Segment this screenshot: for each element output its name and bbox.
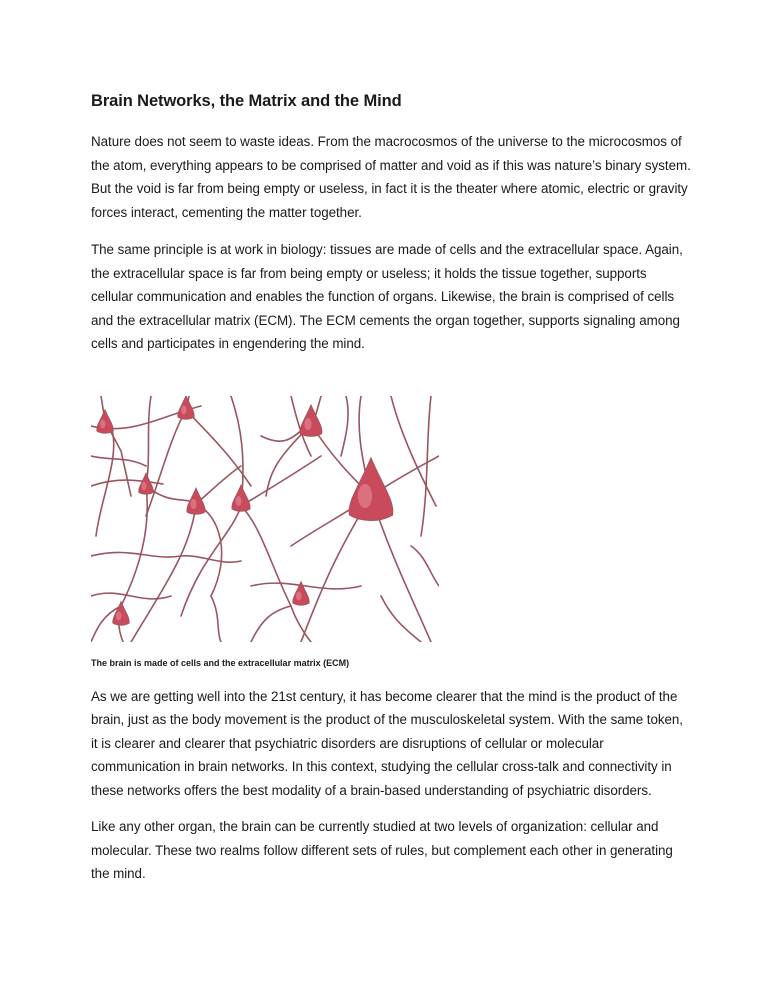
neuron-cell-body bbox=[300, 404, 322, 436]
neuron-cell-highlight bbox=[142, 482, 147, 490]
paragraph-1: Nature does not seem to waste ideas. From the macrocosmos of the universe to the microcosmos of the atom, everything appears to be comprised of matter and void as if this was nature’s binary system. But the void is far from being empty or useless, in fact it is the theater where atomic, electric or gravity forces interact, cementing the matter together. bbox=[91, 134, 691, 220]
neuron-network-figure bbox=[91, 396, 439, 642]
neuron-cell-highlight bbox=[116, 611, 121, 620]
figure-caption: The brain is made of cells and the extracellular matrix (ECM) bbox=[91, 657, 350, 668]
neuron-cell-highlight bbox=[100, 419, 105, 428]
dendrite-branches bbox=[91, 396, 439, 642]
neuron-cell-highlight bbox=[296, 591, 301, 600]
neuron-illustration bbox=[91, 396, 439, 642]
neuron-cell-highlight bbox=[191, 499, 197, 509]
neuron-cell-highlight bbox=[304, 418, 311, 430]
neuron-cell-body bbox=[97, 409, 113, 433]
neuron-cell-body bbox=[349, 457, 393, 520]
document-content bbox=[91, 90, 691, 886]
neuron-cell-highlight bbox=[181, 405, 186, 414]
neuron-cell-body bbox=[232, 485, 250, 511]
paragraph-4: Like any other organ, the brain can be currently studied at two levels of organization: cellular and molecular. These two realms follow different sets of rules, but complement each other in generating the mind. bbox=[91, 819, 673, 881]
paragraph-3: As we are getting well into the 21st century, it has become clearer that the mind is the product of the brain, just as the body movement is the product of the musculoskeletal system. With the same token, it is clearer and clearer that psychiatric disorders are disruptions of cellular or molecular communication in brain networks. In this context, studying the cellular cross-talk and connectivity in these networks offers the best modality of a brain-based understanding of psychiatric disorders. bbox=[91, 688, 683, 798]
neuron-cell-body bbox=[187, 488, 205, 514]
paragraph-2: The same principle is at work in biology: tissues are made of cells and the extracellular space. Again, the extracellular space is far from being empty or useless; it holds the tissue together, supports cellular communication and enables the function of organs. Likewise, the brain is comprised of cells and the extracellular matrix (ECM). The ECM cements the organ together, supports signaling among cells and participates in engendering the mind. bbox=[91, 242, 683, 351]
neuron-cell-body bbox=[139, 473, 154, 494]
neuron-cell-highlight bbox=[358, 484, 372, 508]
document-title: Brain Networks, the Matrix and the Mind bbox=[91, 92, 402, 110]
neuron-cell-body bbox=[113, 601, 129, 625]
neuron-cell-highlight bbox=[236, 496, 242, 506]
